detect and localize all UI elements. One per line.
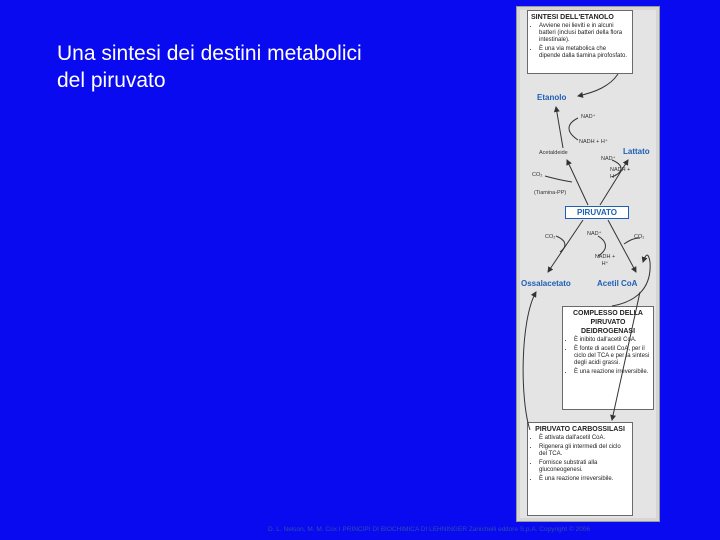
ethanol-bullet-1: • Avviene nei lieviti e in alcuni batteri (inclusi batteri della flora intestinale). bbox=[539, 23, 629, 44]
label-nad-plus-2: NAD⁺ bbox=[601, 156, 616, 162]
slide-title-line1: Una sintesi dei destini metabolici bbox=[57, 42, 362, 65]
pc-box-title: PIRUVATO CARBOSSILASI bbox=[535, 426, 625, 433]
pdh-bullet-2: • È fonte di acetil CoA, per il ciclo del TCA e per la sintesi degli acidi grassi. bbox=[574, 346, 650, 367]
ethanol-box-title: SINTESI DELL'ETANOLO bbox=[531, 14, 614, 21]
arrow-pyruvate-to-acetylcoa bbox=[608, 220, 636, 272]
pc-bullet-2: • Rigenera gli intermedi del ciclo del TCA. bbox=[539, 444, 629, 458]
arrow-pyruvate-to-lactate bbox=[600, 160, 628, 205]
pyruvate-node: PIRUVATO bbox=[565, 206, 629, 219]
label-tpp: (Tiamina-PP) bbox=[534, 190, 567, 196]
arrow-nad-curve-3 bbox=[598, 236, 606, 256]
label-oxaloacetate: Ossalacetato bbox=[521, 279, 571, 288]
pdh-bullet-3: • È una reazione irreversibile. bbox=[574, 369, 650, 376]
label-co2-left: CO₂ bbox=[532, 172, 543, 178]
pc-bullet-1: • È attivata dall'acetil CoA. bbox=[539, 435, 629, 442]
arrow-co2-release-2 bbox=[624, 238, 640, 244]
label-nadh-h-3: NADH + H⁺ bbox=[594, 254, 616, 267]
pdh-bullet-1: • È inibito dall'acetil CoA. bbox=[574, 337, 650, 344]
arrow-pyruvate-to-oxaloacetate bbox=[548, 220, 583, 272]
pdh-box-title: COMPLESSO DELLA PIRUVATO DEIDROGENASI bbox=[572, 310, 643, 335]
label-acetyl-coa: Acetil CoA bbox=[597, 279, 638, 288]
arrow-acetylcoa-to-pc bbox=[612, 292, 640, 420]
label-lactate: Lattato bbox=[623, 147, 650, 156]
label-nadh-h-2: NADH + H⁺ bbox=[610, 167, 631, 180]
slide-title-line2: del piruvato bbox=[57, 69, 166, 92]
label-nadh-h-1: NADH + H⁺ bbox=[579, 139, 608, 145]
arrow-acetaldehyde-to-ethanol bbox=[556, 107, 563, 148]
copyright-footer: D. L. Nelson, M. M. Cox I PRINCIPI DI BIOCHIMICA DI LEHNINGER Zanichelli editore S.p.A. Copyright © 2006 bbox=[268, 526, 590, 533]
arrow-box-to-ethanol bbox=[578, 74, 618, 96]
label-nad-plus-3: NAD⁺ bbox=[587, 231, 602, 237]
label-co2-lower-left: CO₂ bbox=[545, 234, 556, 240]
label-co2-lower-right: CO₂ bbox=[634, 234, 645, 240]
label-acetaldehyde: Acetaldeide bbox=[539, 150, 568, 156]
arrow-nad-curve-1 bbox=[569, 118, 578, 140]
pc-bullet-4: • È una reazione irreversibile. bbox=[539, 476, 629, 483]
label-ethanol: Etanolo bbox=[537, 93, 567, 102]
arrow-pyruvate-to-acetaldehyde bbox=[567, 160, 588, 205]
arrow-pc-regulation bbox=[523, 292, 536, 430]
ethanol-bullet-2: • È una via metabolica che dipende dalla tiamina pirofosfato. bbox=[539, 46, 629, 60]
arrow-nad-curve-2 bbox=[612, 160, 621, 177]
arrow-co2-release-1 bbox=[545, 176, 572, 182]
label-nad-plus-1: NAD⁺ bbox=[581, 114, 596, 120]
pc-bullet-3: • Fornisce substrati alla gluconeogenesi. bbox=[539, 460, 629, 474]
